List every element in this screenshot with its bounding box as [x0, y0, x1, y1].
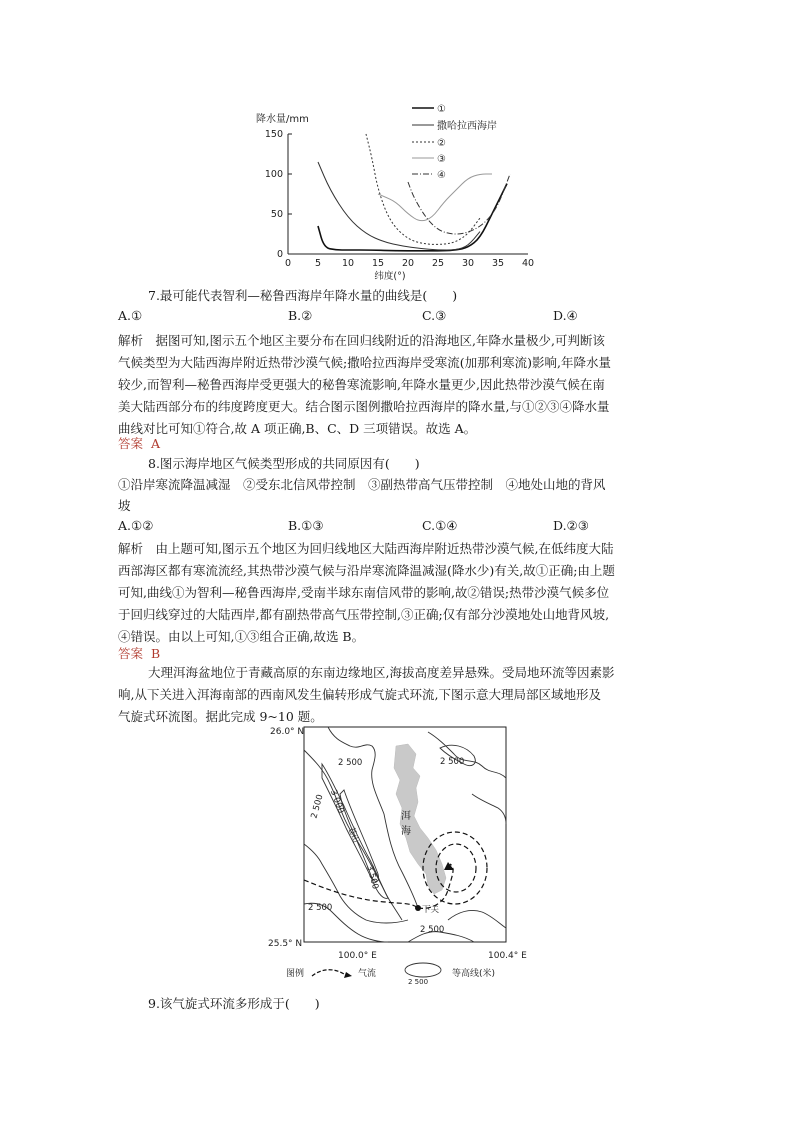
legend-contour-value: 2 500: [408, 978, 429, 986]
y-tick: 100: [264, 169, 283, 180]
q7-analysis-line: 解析 据图可知,图示五个地区主要分布在回归线附近的沿海地区,年降水量极少,可判断该: [118, 333, 605, 348]
y-tick: 0: [276, 249, 283, 260]
q9-question: 9.该气旋式环流多形成于( ): [148, 996, 320, 1011]
q7-option-a: A.①: [118, 308, 143, 323]
answer-label: 答案: [118, 436, 144, 451]
chart-ylabel: 降水量/mm: [256, 114, 309, 125]
y-tick: 150: [264, 129, 283, 140]
legend-item: ①: [437, 104, 446, 115]
contour-label: 2 500: [440, 757, 465, 767]
y-tick: 50: [270, 209, 283, 220]
answer-value: A: [150, 436, 160, 451]
dali-terrain-map: [268, 724, 538, 986]
legend-item: ②: [437, 138, 446, 149]
q8-option-d: D.②③: [553, 518, 589, 533]
q8-question: 8.图示海岸地区气候类型形成的共同原因有( ): [148, 456, 420, 471]
q7-analysis-line: 较少,而智利—秘鲁西海岸受更强大的秘鲁寒流影响,年降水量更少,因此热带沙漠气候在南: [118, 377, 605, 392]
q8-analysis-line: 西部海区都有寒流流经,其热带沙漠气候与沿岸寒流降温减湿(降水少)有关,故①正确;由上题: [118, 563, 615, 578]
q7-analysis-line: 美大陆西部分布的纬度跨度更大。结合图示图例撒哈拉西海岸的降水量,与①②③④降水量: [118, 399, 610, 414]
x-ticks: [285, 258, 534, 269]
lon-left-label: 100.0° E: [338, 951, 377, 961]
legend-airflow: 气流: [358, 969, 377, 979]
x-tick: 30: [461, 258, 475, 269]
mountain-label: 苍山: [346, 825, 361, 844]
series-line-3: [366, 134, 480, 244]
passage-line: 气旋式环流图。据此完成 9~10 题。: [118, 709, 323, 724]
answer-value: B: [150, 646, 161, 661]
precipitation-chart: [250, 98, 540, 283]
x-tick: 25: [431, 258, 445, 269]
legend-item: ③: [437, 154, 446, 165]
q7-analysis-line: 气候类型为大陆西海岸附近热带沙漠气候;撒哈拉西海岸受寒流(加那利寒流)影响,年降水量: [118, 355, 611, 370]
passage-line: 大理洱海盆地位于青藏高原的东南边缘地区,海拔高度差异悬殊。受局地环流等因素影: [148, 665, 615, 680]
x-tick: 5: [314, 258, 322, 269]
q8-answer: [118, 644, 678, 664]
q8-analysis-line: ④错误。由以上可知,①③组合正确,故选 B。: [118, 629, 365, 644]
answer-label: 答案: [118, 646, 144, 661]
contour-label: 2 500: [420, 925, 445, 935]
passage-line: 响,从下关进入洱海南部的西南风发生偏转形成气旋式环流,下图示意大理局部区域地形及: [118, 687, 601, 702]
series-line-4: [378, 174, 492, 221]
lake-label: 海: [401, 826, 411, 837]
q7-option-d: D.④: [553, 308, 578, 323]
q8-option-c: C.①④: [422, 518, 458, 533]
xiaguan-dot: [415, 905, 421, 911]
q8-option-b: B.①③: [288, 518, 324, 533]
q8-items: ①沿岸寒流降温减湿 ②受东北信风带控制 ③副热带高气压带控制 ④地处山地的背风: [118, 477, 606, 492]
series-line-2: [318, 162, 480, 250]
contour-label: 2 500: [309, 793, 326, 820]
q7-question: 7.最可能代表智利—秘鲁西海岸年降水量的曲线是( ): [148, 288, 458, 303]
x-tick: 15: [371, 258, 385, 269]
legend-contour: 等高线(米): [452, 969, 496, 979]
x-tick: 0: [284, 258, 292, 269]
chart-series: [318, 134, 510, 251]
contour-label: 3 000: [327, 788, 346, 815]
xiaguan-label: 下关: [422, 905, 440, 915]
lat-bottom-label: 25.5° N: [268, 939, 303, 949]
legend-item: ④: [437, 170, 446, 181]
chart-legend: [412, 104, 497, 181]
q8-items-cont: 坡: [118, 498, 131, 513]
contour-label: 2 500: [338, 758, 363, 768]
q8-analysis-line: 可知,曲线①为智利—秘鲁西海岸,受南半球东南信风带的影响,故②错误;热带沙漠气候多位: [118, 585, 610, 600]
q8-analysis-line: 解析 由上题可知,图示五个地区为回归线地区大陆西海岸附近热带沙漠气候,在低纬度大陆: [118, 541, 614, 556]
q7-option-b: B.②: [288, 308, 313, 323]
q7-answer: [118, 434, 678, 454]
map-legend: [286, 963, 495, 986]
x-tick: 10: [341, 258, 355, 269]
x-tick: 40: [521, 258, 535, 269]
q8-option-a: A.①②: [118, 518, 154, 533]
q8-analysis-line: 于回归线穿过的大陆西岸,都有副热带高气压带控制,③正确;仅有部分沙漠地处山地背风坡,: [118, 607, 610, 622]
series-line-5: [408, 174, 510, 234]
x-tick: 35: [491, 258, 505, 269]
contour-label: 2 500: [308, 903, 333, 913]
x-tick: 20: [401, 258, 415, 269]
legend-item: 撒哈拉西海岸: [437, 121, 497, 132]
lat-top-label: 26.0° N: [270, 727, 305, 737]
lake-label: 洱: [401, 811, 411, 822]
q7-analysis-line: 曲线对比可知①符合,故 A 项正确,B、C、D 三项错误。故选 A。: [118, 421, 477, 436]
contour-label: 3 500: [364, 864, 381, 891]
chart-xlabel: 纬度(°): [374, 271, 406, 282]
q7-option-c: C.③: [422, 308, 447, 323]
lon-right-label: 100.4° E: [488, 951, 527, 961]
legend-title: 图例: [286, 969, 305, 979]
